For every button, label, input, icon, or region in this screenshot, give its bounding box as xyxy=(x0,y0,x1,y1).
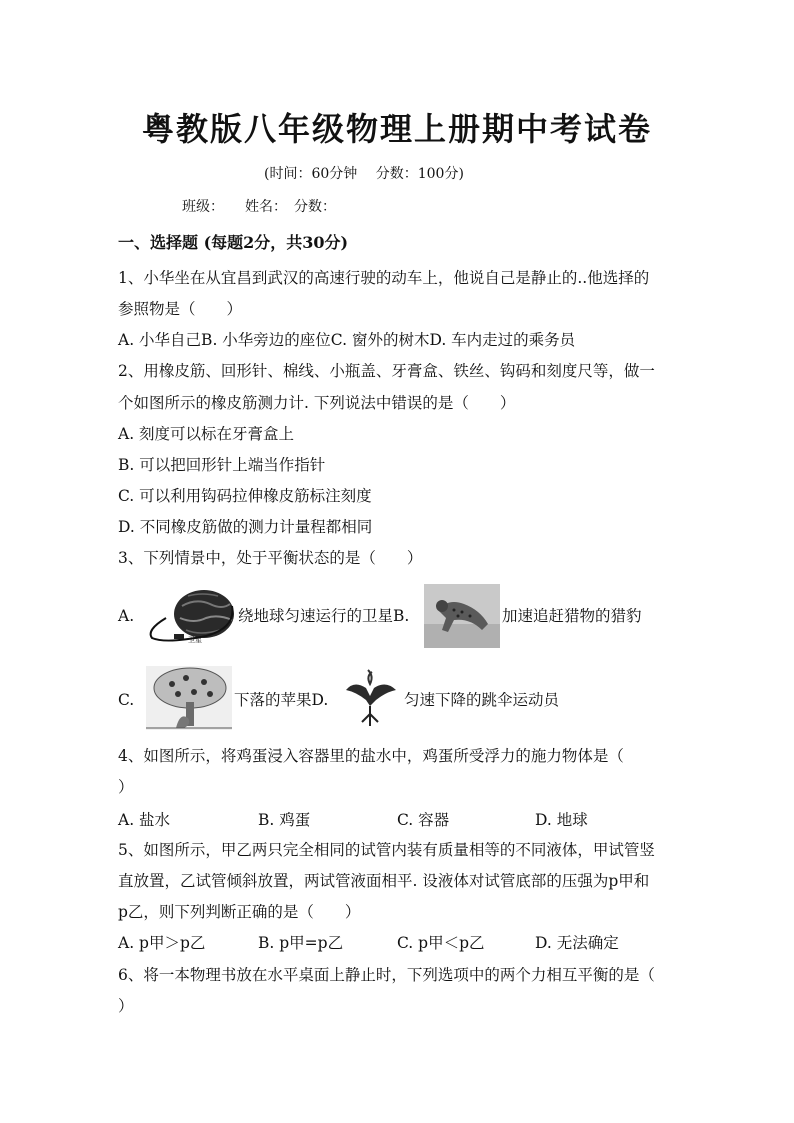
question-3-option-b-text: 加速追赶猎物的猎豹 xyxy=(502,607,642,625)
question-3-option-c-text: 下落的苹果D. xyxy=(234,691,329,709)
question-1-options: A. 小华自己B. 小华旁边的座位C. 窗外的树木D. 车内走过的乘务员 xyxy=(118,331,576,349)
question-2-option-a: A. 刻度可以标在牙膏盒上 xyxy=(118,425,295,443)
exam-time-score: (时间：60分钟 分数：100分) xyxy=(264,166,464,182)
question-2-line-2: 个如图所示的橡皮筋测力计. 下列说法中错误的是（ ） xyxy=(118,394,516,412)
question-5-option-b: B. p甲=p乙 xyxy=(258,934,344,952)
question-4-line-2: ） xyxy=(118,778,134,796)
satellite-label: 卫星 xyxy=(188,636,202,644)
question-2-line-1: 2、用橡皮筋、回形针、棉线、小瓶盖、牙膏盒、铁丝、钩码和刻度尺等，做一 xyxy=(118,362,655,380)
question-3-option-c-label: C. xyxy=(118,691,135,709)
student-info-line: 班级： 姓名： 分数： xyxy=(182,199,336,215)
question-6-line-2: ） xyxy=(118,997,134,1015)
satellite-orbit-image xyxy=(146,584,236,648)
question-5-line-1: 5、如图所示，甲乙两只完全相同的试管内装有质量相等的不同液体，甲试管竖 xyxy=(118,841,655,859)
question-5-option-c: C. p甲＜p乙 xyxy=(397,934,485,952)
exam-title: 粤教版八年级物理上册期中考试卷 xyxy=(141,110,652,148)
question-2-option-d: D. 不同橡皮筋做的测力计量程都相同 xyxy=(118,518,373,536)
question-3-line-1: 3、下列情景中，处于平衡状态的是（ ） xyxy=(118,549,423,567)
question-5-line-3: p乙，则下列判断正确的是（ ） xyxy=(118,903,361,921)
question-6-line-1: 6、将一本物理书放在水平桌面上静止时，下列选项中的两个力相互平衡的是（ xyxy=(118,966,655,984)
parachutist-image xyxy=(340,666,402,730)
question-4-line-1: 4、如图所示，将鸡蛋浸入容器里的盐水中，鸡蛋所受浮力的施力物体是（ xyxy=(118,747,624,765)
question-3-option-d-text: 匀速下降的跳伞运动员 xyxy=(404,691,560,709)
question-1-line-1: 1、小华坐在从宜昌到武汉的高速行驶的动车上，他说自己是静止的..他选择的 xyxy=(118,269,650,287)
section-heading: 一、选择题 (每题2分，共30分) xyxy=(118,233,349,252)
question-5-option-a: A. p甲＞p乙 xyxy=(118,934,206,952)
question-3-option-a-label: A. xyxy=(118,607,135,625)
cheetah-image xyxy=(424,584,500,648)
question-4-option-c: C. 容器 xyxy=(397,811,450,829)
question-5-option-d: D. 无法确定 xyxy=(535,934,619,952)
question-5-line-2: 直放置，乙试管倾斜放置，两试管液面相平. 设液体对试管底部的压强为p甲和 xyxy=(118,872,650,890)
question-4-option-a: A. 盐水 xyxy=(118,811,171,829)
question-3-option-a-text: 绕地球匀速运行的卫星B. xyxy=(238,607,410,625)
question-4-option-b: B. 鸡蛋 xyxy=(258,811,311,829)
question-2-option-b: B. 可以把回形针上端当作指针 xyxy=(118,456,326,474)
apple-tree-image xyxy=(146,666,232,730)
question-2-option-c: C. 可以利用钩码拉伸橡皮筋标注刻度 xyxy=(118,487,372,505)
question-4-option-d: D. 地球 xyxy=(535,811,588,829)
question-1-line-2: 参照物是（ ） xyxy=(118,300,243,318)
